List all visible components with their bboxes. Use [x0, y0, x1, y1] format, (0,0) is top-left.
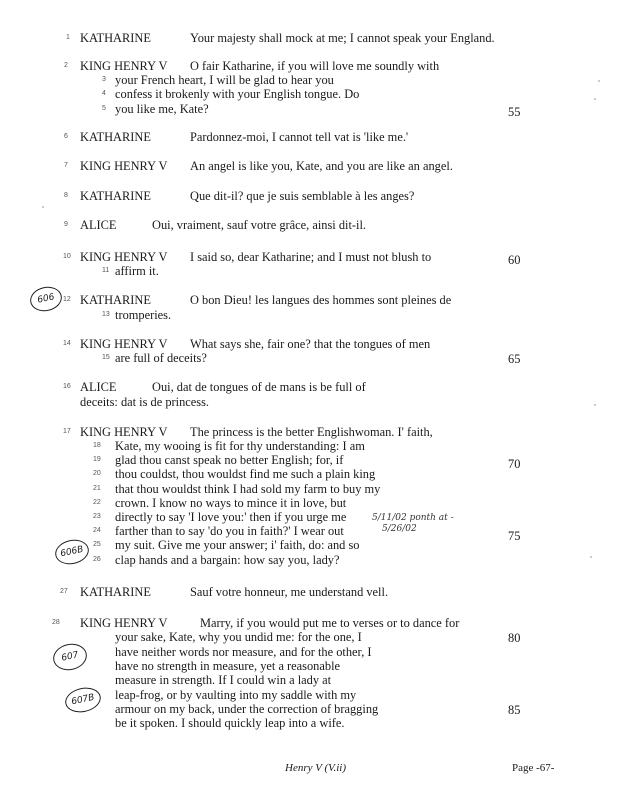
handwritten-line-number: 24 — [93, 527, 101, 534]
handwritten-line-number: 16 — [63, 383, 71, 390]
dialogue-line: affirm it. — [115, 264, 159, 278]
dialogue-line: farther than to say 'do you in faith?' I wear out — [115, 524, 344, 538]
handwritten-line-number: 15 — [102, 354, 110, 361]
dialogue-line: Your majesty shall mock at me; I cannot speak your England. — [190, 31, 495, 45]
speaker-name: KING HENRY V — [80, 250, 168, 264]
speaker-name: KATHARINE — [80, 293, 151, 307]
dialogue-line: O fair Katharine, if you will love me soundly with — [190, 59, 440, 73]
dialogue-line: An angel is like you, Kate, and you are like an angel. — [190, 159, 453, 173]
dialogue-line: your French heart, I will be glad to hear you — [115, 73, 334, 87]
dialogue-line: be it spoken. I should quickly leap into a wife. — [115, 716, 345, 730]
speaker-name: KING HENRY V — [80, 159, 168, 173]
cue-mark-606: 606 — [28, 284, 64, 314]
handwritten-line-number: 5 — [102, 105, 106, 112]
dialogue-line: clap hands and a bargain: how say you, lady? — [115, 553, 340, 567]
speaker-name: KATHARINE — [80, 189, 151, 203]
handwritten-line-number: 8 — [64, 192, 68, 199]
handwritten-line-number: 10 — [63, 253, 71, 260]
dialogue-line: Marry, if you would put me to verses or to dance for — [200, 616, 460, 630]
dialogue-line: I said so, dear Katharine; and I must not blush to — [190, 250, 432, 264]
dialogue-line: tromperies. — [115, 308, 172, 322]
handwritten-line-number: 18 — [93, 442, 101, 449]
dialogue-line: The princess is the better Englishwoman. I' faith, — [190, 425, 433, 439]
handwritten-line-number: 17 — [63, 428, 71, 435]
handwritten-line-number: 4 — [102, 90, 106, 97]
handwritten-line-number: 21 — [93, 485, 101, 492]
dialogue-line: glad thou canst speak no better English; for, if — [115, 453, 344, 467]
handwritten-line-number: 12 — [63, 296, 71, 303]
speaker-name: KING HENRY V — [80, 616, 168, 630]
handwritten-line-number: 2 — [64, 62, 68, 69]
handwritten-line-number: 25 — [93, 541, 101, 548]
pencil-note: 5/26/02 — [382, 524, 417, 534]
line-number: 65 — [508, 352, 521, 366]
speaker-name: KATHARINE — [80, 31, 151, 45]
dialogue-line: armour on my back, under the correction of bragging — [115, 702, 379, 716]
speaker-name: KING HENRY V — [80, 425, 168, 439]
handwritten-line-number: 22 — [93, 499, 101, 506]
handwritten-line-number: 3 — [102, 76, 106, 83]
handwritten-line-number: 20 — [93, 470, 101, 477]
dialogue-line: crown. I know no ways to mince it in love, but — [115, 496, 347, 510]
speaker-name: ALICE — [80, 218, 117, 232]
speaker-name: KATHARINE — [80, 585, 151, 599]
handwritten-line-number: 11 — [102, 267, 110, 274]
handwritten-line-number: 26 — [93, 556, 101, 563]
cue-mark-607: 607 — [51, 641, 90, 674]
handwritten-line-number: 6 — [64, 133, 68, 140]
page-number: Page -67- — [512, 762, 555, 774]
dialogue-line: have neither words nor measure, and for the other, I — [115, 645, 372, 659]
handwritten-line-number: 14 — [63, 340, 71, 347]
dialogue-line: are full of deceits? — [115, 351, 207, 365]
handwritten-line-number: 9 — [64, 221, 68, 228]
speaker-name: KATHARINE — [80, 130, 151, 144]
pencil-note: 5/11/02 ponth at - — [372, 513, 454, 523]
scan-speck — [590, 556, 592, 558]
dialogue-line: directly to say 'I love you:' then if you urge me — [115, 510, 347, 524]
dialogue-line: Sauf votre honneur, me understand vell. — [190, 585, 389, 599]
dialogue-line: Oui, vraiment, sauf votre grâce, ainsi dit-il. — [152, 218, 367, 232]
handwritten-line-number: 13 — [102, 311, 110, 318]
line-number: 55 — [508, 105, 521, 119]
line-number: 70 — [508, 457, 521, 471]
dialogue-line: have no strength in measure, yet a reasonable — [115, 659, 341, 673]
dialogue-line: Oui, dat de tongues of de mans is be full of — [152, 380, 366, 394]
footer-title: Henry V (V.ii) — [285, 762, 346, 774]
dialogue-line: that thou wouldst think I had sold my farm to buy my — [115, 482, 381, 496]
dialogue-line: O bon Dieu! les langues des hommes sont pleines de — [190, 293, 452, 307]
dialogue-line: Pardonnez-moi, I cannot tell vat is 'like me.' — [190, 130, 409, 144]
dialogue-line: you like me, Kate? — [115, 102, 209, 116]
dialogue-line: confess it brokenly with your English tongue. Do — [115, 87, 360, 101]
line-number: 75 — [508, 529, 521, 543]
handwritten-line-number: 28 — [52, 619, 60, 626]
dialogue-line: my suit. Give me your answer; i' faith, do: and so — [115, 538, 360, 552]
handwritten-line-number: 1 — [66, 34, 70, 41]
line-number: 85 — [508, 703, 521, 717]
cue-mark-606b: 606B — [53, 537, 91, 568]
dialogue-line: Que dit-il? que je suis semblable à les anges? — [190, 189, 415, 203]
scan-speck — [598, 80, 600, 82]
handwritten-line-number: 23 — [93, 513, 101, 520]
dialogue-line: thou couldst, thou wouldst find me such a plain king — [115, 467, 376, 481]
dialogue-line: What says she, fair one? that the tongues of men — [190, 337, 431, 351]
speaker-name: KING HENRY V — [80, 59, 168, 73]
scan-speck — [594, 404, 596, 406]
handwritten-line-number: 27 — [60, 588, 68, 595]
dialogue-line: your sake, Kate, why you undid me: for the one, I — [115, 630, 362, 644]
handwritten-line-number: 19 — [93, 456, 101, 463]
scan-speck — [594, 98, 596, 100]
dialogue-line: measure in strength. If I could win a lady at — [115, 673, 332, 687]
speaker-name: KING HENRY V — [80, 337, 168, 351]
line-number: 80 — [508, 631, 521, 645]
dialogue-line: Kate, my wooing is fit for thy understanding: I am — [115, 439, 365, 453]
handwritten-line-number: 7 — [64, 162, 68, 169]
line-number: 60 — [508, 253, 521, 267]
dialogue-line: deceits: dat is de princess. — [80, 395, 210, 409]
cue-mark-607b: 607B — [63, 685, 103, 716]
dialogue-line: leap-frog, or by vaulting into my saddle with my — [115, 688, 357, 702]
speaker-name: ALICE — [80, 380, 117, 394]
scan-speck — [42, 206, 44, 208]
